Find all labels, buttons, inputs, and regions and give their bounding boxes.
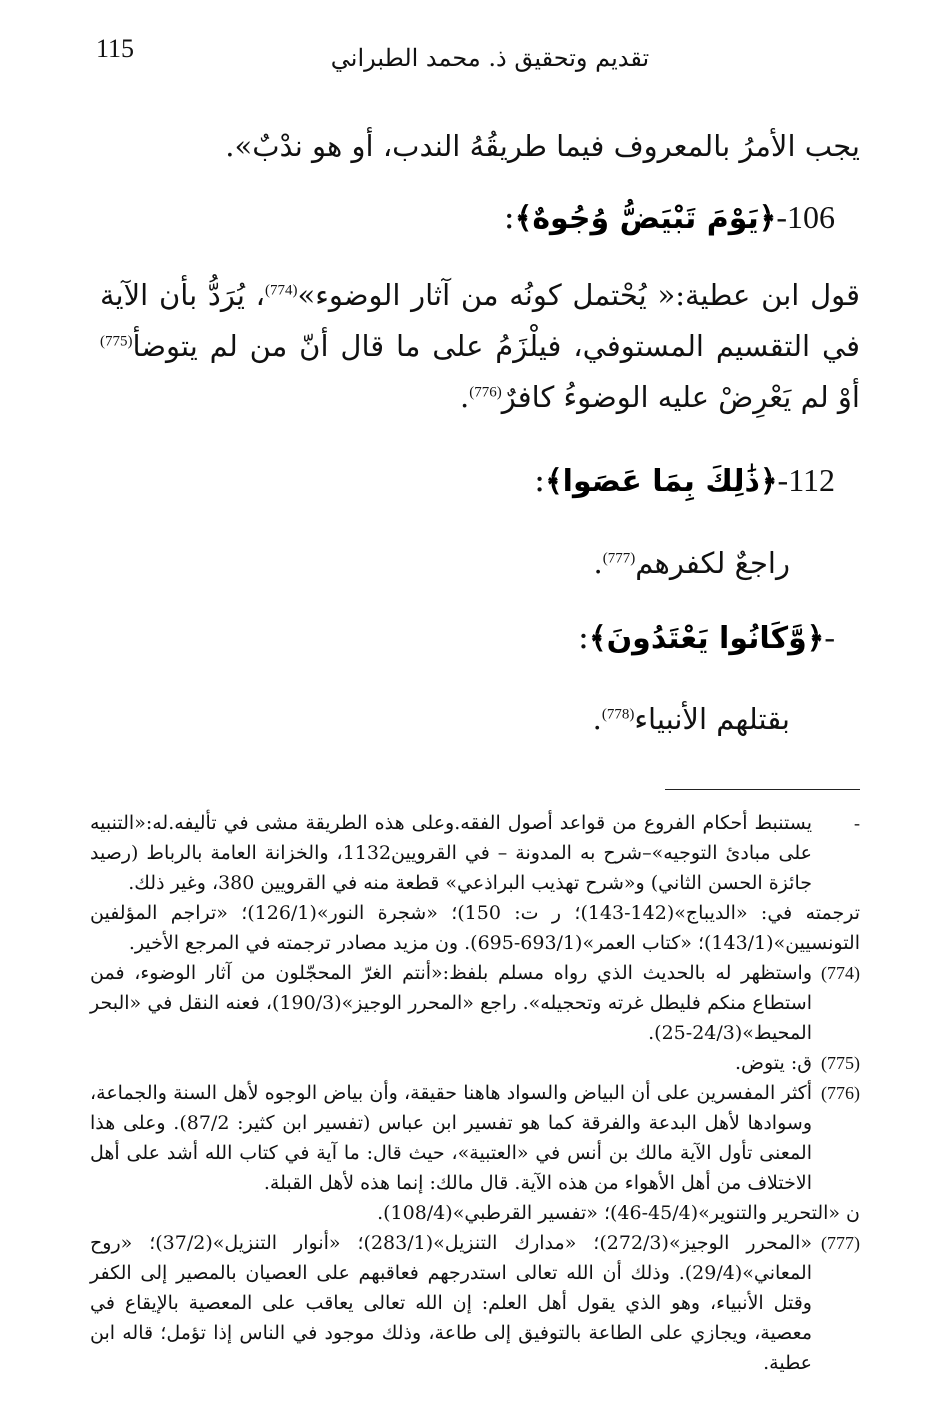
footnote-continued-sources bbox=[90, 898, 860, 958]
paragraph-text: أوْ لم يَعْرِضْ عليه الوضوءُ كافرٌ bbox=[501, 380, 860, 414]
verse-heading-112 bbox=[534, 455, 835, 507]
footnote-continued bbox=[90, 808, 860, 898]
footnote-ref-777[interactable]: (777) bbox=[602, 550, 636, 567]
footnote-text: ق: يتوض. bbox=[734, 1052, 812, 1074]
footnote-text: ن «التحرير والتنوير»(45/4-46)؛ «تفسير القرطبي»(108/4). bbox=[377, 1202, 860, 1224]
quran-verse: ﴿يَوْمَ تَبْيَضُّ وُجُوهٌ﴾ bbox=[514, 201, 777, 236]
paragraph-opening: يجب الأمرُ بالمعروف فيما طريقُهُ الندب، أو هو ندْبٌ». bbox=[225, 129, 860, 163]
heading-colon: : bbox=[533, 460, 546, 499]
verse-number: 112- bbox=[777, 462, 835, 498]
footnote-775 bbox=[90, 1048, 860, 1078]
verse-heading-kanu-yatadun bbox=[578, 612, 835, 664]
footnote-ref-778[interactable]: (778) bbox=[601, 706, 635, 723]
paragraph-text: قول ابن عطية:« يُحْتمل كونُه من آثار الوضوء» bbox=[297, 278, 860, 312]
page-number: 115 bbox=[96, 34, 135, 63]
comment-end: . bbox=[593, 546, 603, 580]
footnote-ref-775[interactable]: (775) bbox=[100, 333, 133, 350]
footnote-777 bbox=[90, 1228, 860, 1378]
verse-heading-106 bbox=[504, 192, 835, 244]
footnote-text: أكثر المفسرين على أن البياض والسواد هاهنا حقيقة، وأن بياض الوجوه لأهل السنة والجماعة، وسوادها لأهل البدعة والفرقة كما هو تفسير ابن عباس (تفسير ابن كثير: 87/2). وعلى هذا المعنى تأول الآية مالك بن أنس في «العتبية»، حيث قال: ما آية في كتاب الله أشد على أهل الاختلاف من أهل الأهواء من هذه الآية. قال مالك: إنما هذه لأهل القبلة. bbox=[90, 1082, 812, 1194]
footnote-776 bbox=[90, 1078, 860, 1198]
footnote-text: ترجمته في: «الديباج»(142-143)؛ ر ت: 150)؛ «شجرة النور»(126/1)؛ «تراجم المؤلفين التونسيين»(143/1)؛ «كتاب العمر»(693/1-695). ون مزيد مصادر ترجمته في المرجع الأخير. bbox=[90, 902, 861, 954]
heading-colon: : bbox=[503, 197, 515, 236]
footnote-774 bbox=[90, 958, 860, 1048]
footnote-label: - bbox=[854, 813, 860, 833]
comment-text: راجعٌ لكفرهم bbox=[635, 546, 790, 580]
footnote-separator bbox=[665, 789, 860, 790]
footnote-label: (776) bbox=[821, 1083, 860, 1103]
comment-text: بقتلهم الأنبياء bbox=[634, 702, 790, 736]
footnote-text: واستظهر له بالحديث الذي رواه مسلم بلفظ:«أنتم الغرّ المحجّلون من آثار الوضوء، فمن استطاع منكم فليطل غرته وتحجيله». راجع «المحرر الوجيز»(190/3)، فعنه النقل في «البحر المحيط»(24/3-25). bbox=[90, 962, 812, 1044]
comment-line-778 bbox=[593, 694, 790, 744]
heading-colon: : bbox=[577, 617, 589, 656]
footnote-776-sources bbox=[90, 1198, 860, 1228]
footnote-label: (775) bbox=[821, 1053, 860, 1073]
footnote-label: (774) bbox=[821, 963, 860, 983]
footnote-text: يستنبط أحكام الفروع من قواعد أصول الفقه.وعلى هذه الطريقة مشى في تأليفه.له:«التنبيه على مبادئ التوجيه»–شرح به المدونة – في القرويين1132، والخزانة العامة بالرباط (رصيد جائزة الحسن الثاني) و«شرح تهذيب البراذعي» قطعة منه في القرويين 380، وغير ذلك. bbox=[90, 812, 812, 894]
verse-dash: - bbox=[824, 619, 835, 655]
footnote-ref-774[interactable]: (774) bbox=[265, 282, 298, 299]
comment-end: . bbox=[592, 702, 602, 736]
footnote-text: «المحرر الوجيز»(272/3)؛ «مدارك التنزيل»(283/1)؛ «أنوار التنزيل»(37/2)؛ «روح المعاني»(29/4). وذلك أن الله تعالى استدرجهم فعاقبهم على العصيان بالمصير إلى الكفر وقتل الأنبياء، وهو الذي يقول أهل العلم: إن الله تعالى يعاقب على المعصية بالإيقاع في معصية، ويجازي على الطاعة بالتوفيق إلى طاعة، وذلك موجود في الناس إذا تؤمل؛ قاله ابن عطية. bbox=[90, 1232, 812, 1374]
footnote-ref-776[interactable]: (776) bbox=[469, 384, 502, 401]
quran-verse: ﴿ذَٰلِكَ بِمَا عَصَوا﴾ bbox=[545, 464, 778, 499]
paragraph-end: . bbox=[460, 380, 470, 414]
paragraph-ibn-atiyya bbox=[100, 270, 860, 423]
paragraph-text: ، يُرَدُّ بأن الآية في التقسيم المستوفي، فيلْزَمُ على ما قال أنّ من لم يتوضأ bbox=[100, 278, 860, 363]
running-header: تقديم وتحقيق ذ. محمد الطبراني bbox=[330, 44, 650, 72]
quran-verse: ﴿وَّكَانُوا يَعْتَدُونَ﴾ bbox=[589, 621, 825, 656]
footnote-label: (777) bbox=[821, 1233, 860, 1253]
footnotes bbox=[90, 808, 860, 1378]
verse-number: 106- bbox=[776, 199, 835, 235]
comment-line-777 bbox=[594, 538, 790, 588]
